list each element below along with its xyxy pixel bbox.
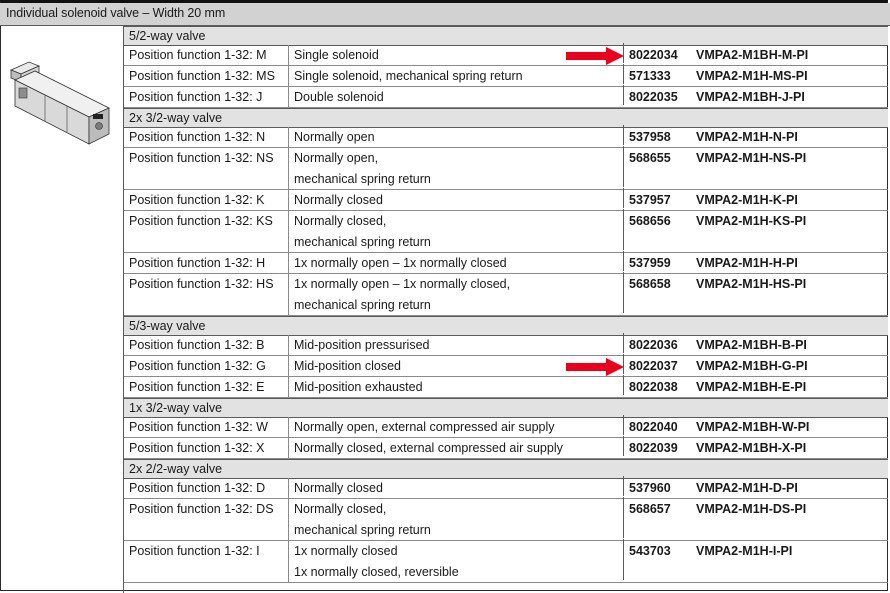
part-number-cell: 537957 [629, 193, 671, 207]
description-line: Normally open [294, 130, 375, 144]
group-label: 5/3-way valve [129, 319, 206, 333]
type-code-cell: VMPA2-M1H-D-PI [696, 481, 798, 495]
description-line-2: mechanical spring return [294, 523, 431, 537]
type-code-cell: VMPA2-M1BH-G-PI [696, 359, 808, 373]
group-label: 5/2-way valve [129, 29, 206, 43]
description-line: 1x normally open – 1x normally closed [294, 256, 507, 270]
table-row [124, 541, 888, 583]
table-row [124, 478, 888, 499]
description-cell [289, 497, 624, 538]
position-function-cell: Position function 1-32: E [124, 377, 289, 397]
part-number-cell: 537960 [629, 481, 671, 495]
position-function-cell: Position function 1-32: KS [124, 211, 289, 252]
group-label: 2x 3/2-way valve [129, 111, 223, 125]
position-function-cell: Position function 1-32: HS [124, 274, 289, 315]
position-function-cell: Position function 1-32: J [124, 87, 289, 107]
description-line: Normally closed, external compressed air supply [294, 441, 563, 455]
group-label: 1x 3/2-way valve [129, 401, 223, 415]
type-code-cell: VMPA2-M1H-MS-PI [696, 69, 808, 83]
description-line: Mid-position pressurised [294, 338, 430, 352]
type-code-cell: VMPA2-M1H-DS-PI [696, 502, 807, 516]
type-code-cell: VMPA2-M1H-N-PI [696, 130, 798, 144]
description-cell [289, 375, 624, 395]
position-function-cell: Position function 1-32: NS [124, 148, 289, 189]
description-line-2: mechanical spring return [294, 298, 431, 312]
part-number-cell: 8022034 [629, 48, 678, 62]
type-code-cell: VMPA2-M1BH-M-PI [696, 48, 809, 62]
position-function-cell: Position function 1-32: N [124, 127, 289, 147]
description-cell [289, 476, 624, 496]
table-row [124, 274, 888, 316]
description-cell [289, 85, 624, 105]
description-line: Mid-position exhausted [294, 380, 423, 394]
description-line: Normally closed, [294, 502, 387, 516]
description-cell [289, 64, 624, 84]
part-number-cell: 571333 [629, 69, 671, 83]
table-row [124, 190, 888, 211]
table-row [124, 127, 888, 148]
description-line-2: mechanical spring return [294, 235, 431, 249]
table-row [124, 335, 888, 356]
type-code-cell: VMPA2-M1H-KS-PI [696, 214, 807, 228]
table-header [0, 3, 890, 26]
type-code-cell: VMPA2-M1BH-E-PI [696, 380, 807, 394]
type-code-cell: VMPA2-M1H-I-PI [696, 544, 793, 558]
position-function-cell: Position function 1-32: D [124, 478, 289, 498]
table-row [124, 499, 888, 541]
table-row [124, 45, 888, 66]
description-line: Mid-position closed [294, 359, 401, 373]
position-function-cell: Position function 1-32: B [124, 335, 289, 355]
position-function-cell: Position function 1-32: K [124, 190, 289, 210]
description-cell [289, 188, 624, 208]
table-title: Individual solenoid valve – Width 20 mm [6, 6, 226, 20]
position-function-cell: Position function 1-32: G [124, 356, 289, 376]
description-line-2: 1x normally closed, reversible [294, 565, 459, 579]
description-line: Single solenoid, mechanical spring return [294, 69, 523, 83]
description-line: Normally closed [294, 193, 383, 207]
table-row [124, 417, 888, 438]
part-number-cell: 568656 [629, 214, 671, 228]
group-label: 2x 2/2-way valve [129, 462, 223, 476]
description-cell [289, 125, 624, 145]
red-arrow-icon [566, 358, 624, 376]
description-cell [289, 209, 624, 250]
position-function-cell: Position function 1-32: DS [124, 499, 289, 540]
type-code-cell: VMPA2-M1BH-X-PI [696, 441, 807, 455]
type-code-cell: VMPA2-M1H-H-PI [696, 256, 798, 270]
description-cell [289, 146, 624, 187]
description-line: Double solenoid [294, 90, 384, 104]
part-number-cell: 537958 [629, 130, 671, 144]
description-line: Normally closed [294, 481, 383, 495]
table-row [124, 356, 888, 377]
part-number-cell: 8022035 [629, 90, 678, 104]
table-row [124, 66, 888, 87]
type-code-cell: VMPA2-M1BH-W-PI [696, 420, 810, 434]
description-line: 1x normally open – 1x normally closed, [294, 277, 511, 291]
type-code-cell: VMPA2-M1H-NS-PI [696, 151, 807, 165]
type-code-cell: VMPA2-M1H-HS-PI [696, 277, 807, 291]
table-row [124, 377, 888, 398]
part-number-cell: 8022037 [629, 359, 678, 373]
part-number-cell: 8022038 [629, 380, 678, 394]
part-number-cell: 8022039 [629, 441, 678, 455]
position-function-cell: Position function 1-32: I [124, 541, 289, 582]
description-line-2: mechanical spring return [294, 172, 431, 186]
description-cell [289, 539, 624, 580]
table-row [124, 148, 888, 190]
part-number-cell: 8022036 [629, 338, 678, 352]
table-row [124, 87, 888, 108]
description-line: Normally open, external compressed air supply [294, 420, 555, 434]
table-row [124, 438, 888, 459]
part-number-cell: 537959 [629, 256, 671, 270]
type-code-cell: VMPA2-M1BH-B-PI [696, 338, 807, 352]
table-row [124, 253, 888, 274]
position-function-cell: Position function 1-32: M [124, 45, 289, 65]
description-cell [289, 415, 624, 435]
description-cell [289, 333, 624, 353]
description-line: 1x normally closed [294, 544, 398, 558]
type-code-cell: VMPA2-M1H-K-PI [696, 193, 798, 207]
position-function-cell: Position function 1-32: X [124, 438, 289, 458]
part-number-cell: 568655 [629, 151, 671, 165]
position-function-cell: Position function 1-32: W [124, 417, 289, 437]
description-cell [289, 272, 624, 313]
position-function-cell: Position function 1-32: H [124, 253, 289, 273]
solenoid-valve-icon [5, 56, 117, 151]
description-line: Normally open, [294, 151, 379, 165]
position-function-cell: Position function 1-32: MS [124, 66, 289, 86]
description-cell [289, 251, 624, 271]
part-number-cell: 8022040 [629, 420, 678, 434]
type-code-cell: VMPA2-M1BH-J-PI [696, 90, 805, 104]
description-line: Single solenoid [294, 48, 379, 62]
red-arrow-icon [566, 47, 624, 65]
part-number-cell: 543703 [629, 544, 671, 558]
table-row [124, 211, 888, 253]
part-number-cell: 568657 [629, 502, 671, 516]
part-number-cell: 568658 [629, 277, 671, 291]
product-image-cell [0, 26, 124, 593]
description-cell [289, 436, 624, 456]
description-line: Normally closed, [294, 214, 387, 228]
